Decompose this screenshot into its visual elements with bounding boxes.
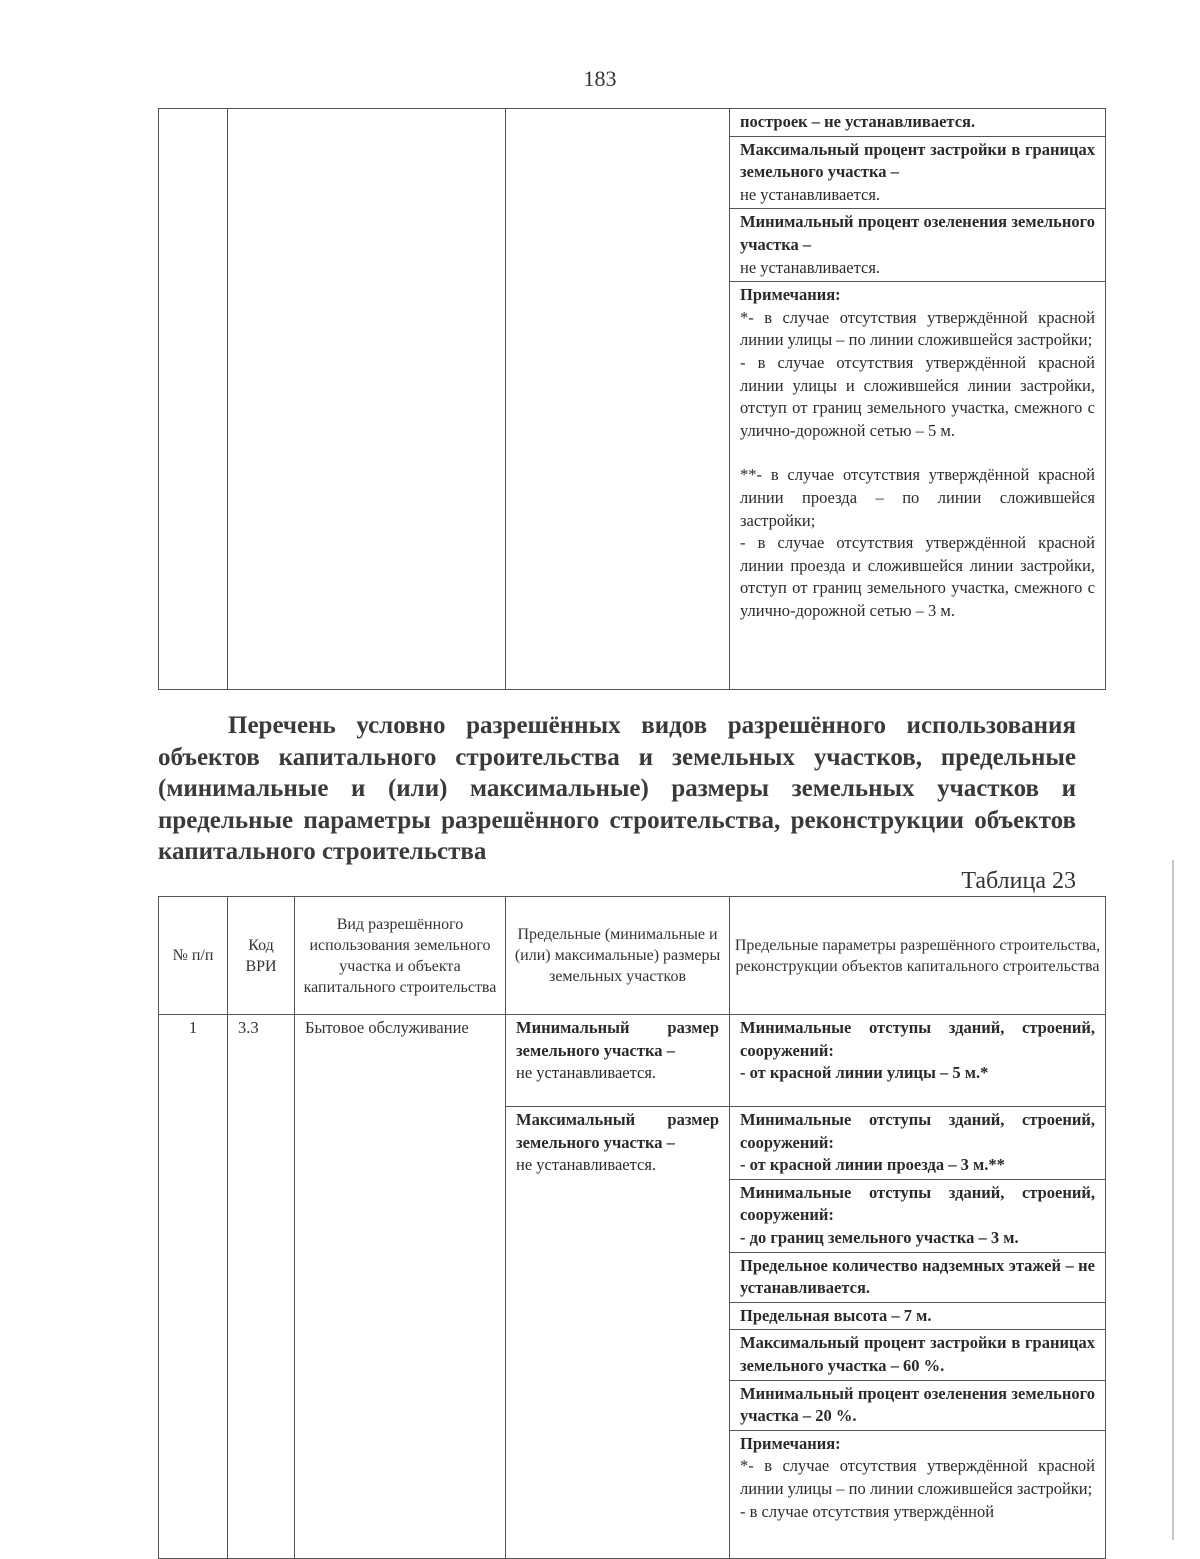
header-params: Предельные параметры разрешённого строительства, реконструкции объектов капитального строительства: [730, 897, 1106, 1015]
param-text: Минимальный процент озеленения земельного участка – 20 %.: [740, 1383, 1095, 1426]
size-line: не устанавливается.: [516, 1155, 657, 1175]
param-cell: [730, 1380, 1106, 1430]
note-paragraph: *- в случае отсутствия утверждённой красной линии улицы – по линии сложившейся застройки;: [740, 1456, 1095, 1498]
page-number: 183: [583, 66, 617, 91]
param-line: не устанавливается.: [740, 184, 881, 204]
size-max-text: [506, 1107, 729, 1179]
header-num: № п/п: [159, 897, 228, 1015]
main-table: [158, 896, 1106, 1559]
param-cell: [730, 1302, 1106, 1330]
param-line: Минимальные отступы зданий, строений, сооружений:: [740, 1110, 1095, 1152]
param-text: Предельное количество надземных этажей – не устанавливается.: [740, 1255, 1095, 1298]
table-header-row: [159, 897, 1106, 1015]
section-heading: [158, 710, 1076, 868]
header-kind: Вид разрешённого использования земельного участка и объекта капитального строительства: [295, 897, 506, 1015]
note-paragraph: - в случае отсутствия утверждённой: [740, 1501, 995, 1521]
note-paragraph: **- в случае отсутствия утверждённой красной линии проезда – по линии сложившейся застройки;: [740, 465, 1095, 530]
header-sizes: Предельные (минимальные и (или) максимальные) размеры земельных участков: [506, 897, 730, 1015]
row-kind: Бытовое обслуживание: [295, 1015, 506, 1559]
empty-cell-sizes: [506, 109, 730, 690]
param-cell: [730, 1015, 1106, 1107]
param-cell: [730, 109, 1106, 137]
header-code: Код ВРИ: [228, 897, 295, 1015]
notes-title: Примечания:: [740, 1433, 841, 1453]
note-paragraph: *- в случае отсутствия утверждённой красной линии улицы – по линии сложившейся застройки;: [740, 307, 1095, 350]
param-text: Максимальный процент застройки в границах земельного участка – 60 %.: [740, 1333, 1095, 1375]
notes-text: [730, 1431, 1105, 1525]
notes-title: Примечания:: [740, 285, 841, 305]
size-line: Максимальный размер земельного участка –: [516, 1110, 719, 1152]
note-paragraph: - в случае отсутствия утверждённой красной линии улицы и сложившейся линии застройки, отступ от границ земельного участка, смежного с улично-дорожной сетью – 5 м.: [740, 352, 1095, 440]
param-line: - от красной линии улицы – 5 м.*: [740, 1063, 989, 1083]
table-label: Таблица 23: [961, 868, 1076, 894]
row-num: 1: [159, 1015, 228, 1559]
param-cell: [730, 209, 1106, 282]
param-line: Минимальные отступы зданий, строений, сооружений:: [740, 1018, 1095, 1060]
size-min-cell: [506, 1015, 730, 1107]
param-text: [730, 1180, 1105, 1252]
section-heading-text: Перечень условно разрешённых видов разрешённого использования объектов капитального строительства и земельных участков, предельные (минимальные и (или) максимальные) размеры земельных участков и предельные параметры разрешённого строительства, реконструкции объектов капитального строительства: [158, 712, 1076, 865]
table-row: [159, 1015, 1106, 1107]
param-text: [730, 209, 1105, 281]
param-line: - до границ земельного участка – 3 м.: [740, 1227, 1019, 1247]
size-max-cell: [506, 1107, 730, 1559]
param-cell: [730, 136, 1106, 209]
size-line: не устанавливается.: [516, 1063, 657, 1083]
param-text: построек – не устанавливается.: [740, 112, 976, 131]
param-line: не устанавливается.: [740, 257, 881, 277]
param-text: Предельная высота – 7 м.: [740, 1305, 932, 1325]
param-text: [730, 137, 1105, 209]
empty-cell-num: [159, 109, 228, 690]
param-cell: [730, 1179, 1106, 1252]
size-line: Минимальный размер земельного участка –: [516, 1018, 719, 1060]
param-cell: [730, 1330, 1106, 1380]
notes-cell: [730, 1430, 1106, 1558]
param-text: [730, 1107, 1105, 1179]
param-line: Минимальные отступы зданий, строений, сооружений:: [740, 1182, 1095, 1225]
param-text: [730, 1015, 1105, 1087]
note-paragraph: - в случае отсутствия утверждённой красной линии проезда и сложившейся линии застройки, отступ от границ земельного участка, смежного с улично-дорожной сетью – 3 м.: [740, 533, 1095, 620]
param-line: Минимальный процент озеленения земельного участка –: [740, 212, 1095, 254]
param-cell: [730, 1107, 1106, 1180]
notes-text: [730, 282, 1105, 624]
param-line: Максимальный процент застройки в границах земельного участка –: [740, 139, 1095, 182]
continuation-table: [158, 108, 1106, 690]
param-line: - от красной линии проезда – 3 м.**: [740, 1155, 1005, 1175]
row-code: 3.3: [228, 1015, 295, 1559]
notes-cell: [730, 282, 1106, 690]
size-min-text: [506, 1015, 729, 1087]
scan-edge-line: [1172, 860, 1174, 1540]
param-cell: [730, 1252, 1106, 1302]
empty-cell-kind: [228, 109, 506, 690]
